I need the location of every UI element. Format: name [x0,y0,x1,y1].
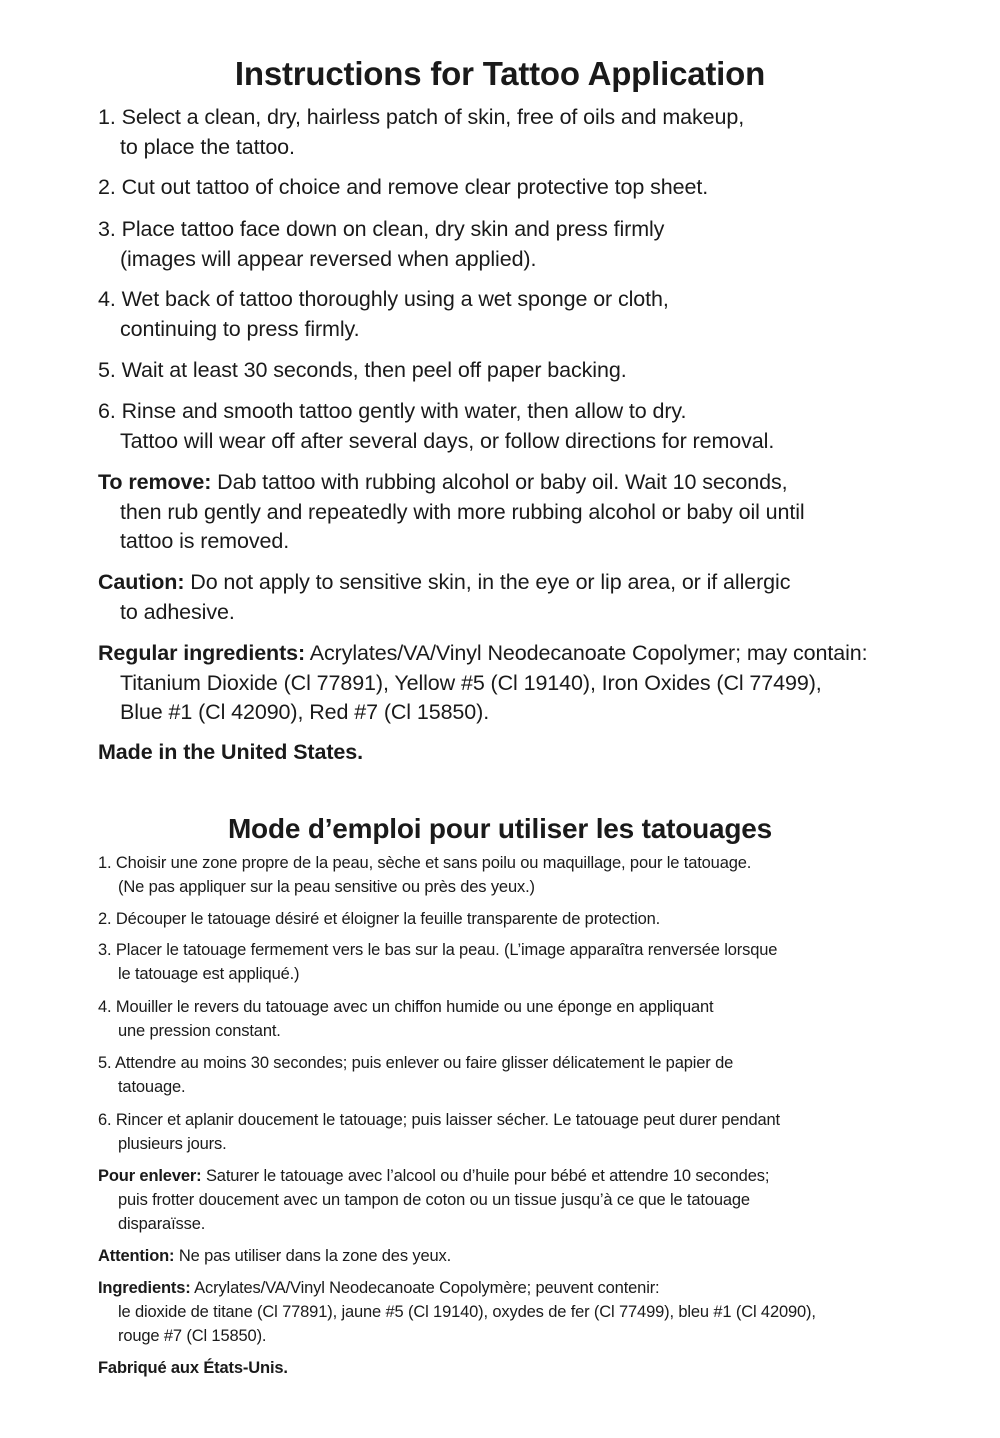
french-step-1 [98,851,978,899]
remove-label: To remove: [98,470,212,494]
english-step-6 [98,397,968,456]
english-title: Instructions for Tattoo Application [234,55,766,92]
french-made-in [98,1356,978,1380]
step-text: Mouiller le revers du tatouage avec un chiffon humide ou une éponge en appliquant [115,998,714,1016]
step-number: 4. [98,287,116,311]
remove-text-continued: puis frotter doucement avec un tampon de coton ou un tissue jusqu’à ce que le tatouage [118,1191,750,1209]
remove-text: Saturer le tatouage avec l’alcool ou d’huile pour bébé et attendre 10 secondes; [205,1167,770,1185]
step-number: 2. [98,910,112,928]
step-number: 3. [98,217,116,241]
step-text: Wet back of tattoo thoroughly using a wet sponge or cloth, [121,287,669,311]
step-text-continued: le tatouage est appliqué.) [118,965,300,983]
french-step-6 [98,1108,978,1156]
step-number: 5. [98,1054,112,1072]
step-text: Attendre au moins 30 secondes; puis enlever ou faire glisser délicatement le papier de [115,1054,734,1072]
english-caution-note [98,568,968,627]
remove-text-continued: then rub gently and repeatedly with more rubbing alcohol or baby oil until [120,499,805,524]
ingredients-text-continued: Blue #1 (Cl 42090), Red #7 (Cl 15850). [120,700,490,724]
step-number: 4. [98,998,112,1016]
step-text-continued: tatouage. [118,1078,186,1096]
step-text: Place tattoo face down on clean, dry skin and press firmly [121,217,665,241]
step-number: 6. [98,1111,112,1129]
english-remove-note [98,468,968,557]
english-step-5 [98,356,968,386]
step-text-continued: (images will appear reversed when applied). [120,246,537,271]
step-text: Rincer et aplanir doucement le tatouage; puis laisser sécher. Le tatouage peut durer pendant [115,1111,780,1129]
step-number: 1. [98,854,112,872]
step-text-continued: to place the tattoo. [120,134,295,159]
remove-text-continued: disparaïsse. [118,1215,206,1233]
step-number: 2. [98,175,116,199]
ingredients-text-continued: rouge #7 (Cl 15850). [118,1327,267,1345]
step-text: Cut out tattoo of choice and remove clear protective top sheet. [121,175,709,199]
ingredients-text-continued: Titanium Dioxide (Cl 77891), Yellow #5 (Cl 19140), Iron Oxides (Cl 77499), [120,670,822,695]
remove-text-continued: tattoo is removed. [120,529,290,553]
english-made-in [98,738,968,768]
step-number: 3. [98,941,112,959]
french-ingredients [98,1276,978,1348]
step-text: Choisir une zone propre de la peau, sèche et sans poilu ou maquillage, pour le tatouage. [115,854,752,872]
ingredients-label: Ingredients: [98,1279,191,1297]
caution-text: Do not apply to sensitive skin, in the eye or lip area, or if allergic [190,570,791,594]
step-number: 1. [98,105,116,129]
ingredients-label: Regular ingredients: [98,641,306,665]
step-number: 5. [98,358,116,382]
english-step-3 [98,215,968,274]
made-in-text: Made in the United States. [98,740,363,764]
step-text: Select a clean, dry, hairless patch of skin, free of oils and makeup, [121,105,745,129]
step-text-continued: une pression constant. [118,1022,281,1040]
step-text-continued: (Ne pas appliquer sur la peau sensitive ou près des yeux.) [118,878,535,896]
english-ingredients [98,639,968,728]
remove-label: Pour enlever: [98,1167,202,1185]
step-text: Wait at least 30 seconds, then peel off paper backing. [121,358,627,382]
step-text: Découper le tatouage désiré et éloigner la feuille transparente de protection. [115,910,661,928]
french-step-5 [98,1051,978,1099]
step-text-continued: continuing to press firmly. [120,316,360,341]
attention-label: Attention: [98,1247,175,1265]
ingredients-text: Acrylates/VA/Vinyl Neodecanoate Copolymère; peuvent contenir: [194,1279,660,1297]
french-attention-note [98,1244,978,1268]
step-text: Placer le tatouage fermement vers le bas sur la peau. (L’image apparaîtra renversée lorsque [115,941,778,959]
english-step-1 [98,103,968,162]
remove-text: Dab tattoo with rubbing alcohol or baby oil. Wait 10 seconds, [217,470,788,494]
ingredients-text: Acrylates/VA/Vinyl Neodecanoate Copolymer; may contain: [309,641,868,665]
caution-text-continued: to adhesive. [120,599,235,624]
french-title: Mode d’emploi pour utiliser les tatouages [227,813,773,844]
english-step-4 [98,285,968,344]
ingredients-text-continued: le dioxide de titane (Cl 77891), jaune #5 (Cl 19140), oxydes de fer (Cl 77499), bleu #1 (Cl 42090), [118,1303,816,1321]
step-text: Rinse and smooth tattoo gently with water, then allow to dry. [121,399,687,423]
step-text-continued: Tattoo will wear off after several days, or follow directions for removal. [120,428,775,453]
attention-text: Ne pas utiliser dans la zone des yeux. [178,1247,452,1265]
english-step-2 [98,173,968,203]
step-number: 6. [98,399,116,423]
made-in-text: Fabriqué aux États-Unis. [98,1359,288,1377]
french-step-2 [98,907,978,931]
step-text-continued: plusieurs jours. [118,1135,227,1153]
french-remove-note [98,1164,978,1236]
french-step-4 [98,995,978,1043]
french-step-3 [98,938,978,986]
caution-label: Caution: [98,570,185,594]
